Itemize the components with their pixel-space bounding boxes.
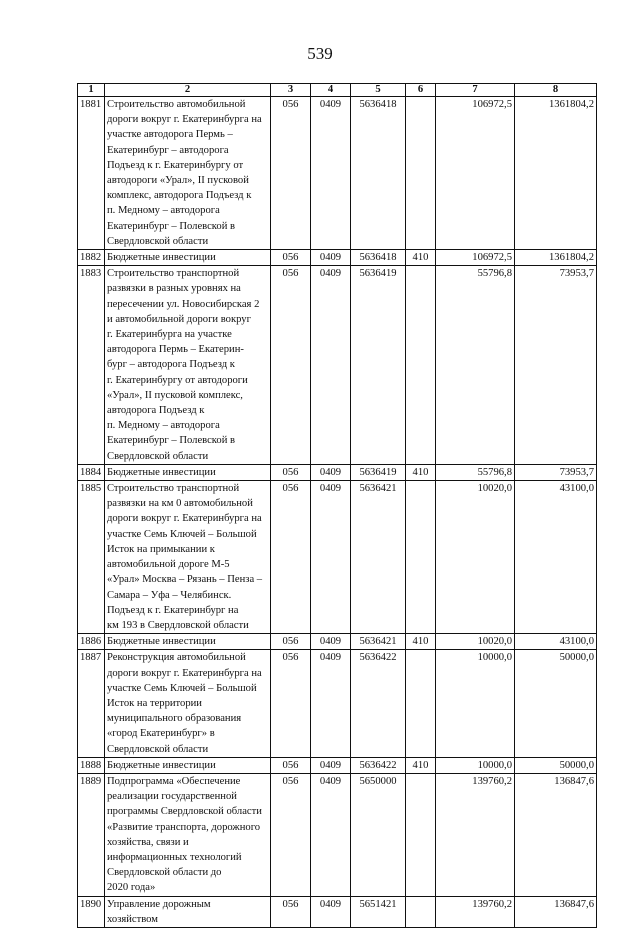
- admin-code: 056: [271, 250, 311, 266]
- column-header-6: 6: [406, 84, 436, 97]
- expense-type-code: [406, 896, 436, 927]
- row-name: [105, 650, 271, 757]
- row-name-line: хозяйством: [107, 913, 158, 925]
- row-name-line: «Развитие транспорта, дорожного: [107, 821, 261, 833]
- row-name-line: Бюджетные инвестиции: [107, 252, 216, 264]
- amount-year-1: 10000,0: [436, 757, 515, 773]
- section-code: 0409: [311, 481, 351, 634]
- row-name-line: участке Семь Ключей – Большой: [107, 682, 257, 694]
- row-name-line: автодорога Пермь – Екатерин-: [107, 344, 244, 356]
- amount-year-2: 136847,6: [515, 773, 597, 896]
- expense-type-code: [406, 266, 436, 465]
- target-code: 5650000: [351, 773, 406, 896]
- row-number: 1884: [78, 464, 105, 480]
- amount-year-1: 55796,8: [436, 464, 515, 480]
- row-name: [105, 757, 271, 773]
- row-name-line: пересечении ул. Новосибирская 2: [107, 298, 260, 310]
- target-code: 5636421: [351, 481, 406, 634]
- column-header-2: 2: [105, 84, 271, 97]
- target-code: 5651421: [351, 896, 406, 927]
- row-name-line: Бюджетные инвестиции: [107, 466, 216, 478]
- row-number: 1888: [78, 757, 105, 773]
- target-code: 5636422: [351, 757, 406, 773]
- table-row: [78, 634, 597, 650]
- row-name-line: Свердловской области: [107, 450, 209, 462]
- row-name-line: Свердловской области: [107, 743, 209, 755]
- admin-code: 056: [271, 634, 311, 650]
- admin-code: 056: [271, 757, 311, 773]
- section-code: 0409: [311, 773, 351, 896]
- amount-year-2: 1361804,2: [515, 250, 597, 266]
- section-code: 0409: [311, 634, 351, 650]
- row-number: 1883: [78, 266, 105, 465]
- row-name-line: Свердловской области до: [107, 867, 222, 879]
- row-name-line: Исток на территории: [107, 697, 202, 709]
- amount-year-1: 106972,5: [436, 250, 515, 266]
- row-name: [105, 97, 271, 250]
- amount-year-2: 136847,6: [515, 896, 597, 927]
- row-name-line: Екатеринбург – Полевской в: [107, 220, 236, 232]
- expense-type-code: 410: [406, 464, 436, 480]
- row-name-line: реализации государственной: [107, 791, 237, 803]
- row-name-line: Самара – Уфа – Челябинск.: [107, 589, 232, 601]
- row-name-line: дороги вокруг г. Екатеринбурга на: [107, 114, 262, 126]
- amount-year-1: 139760,2: [436, 773, 515, 896]
- row-name-line: км 193 в Свердловской области: [107, 619, 249, 631]
- table-row: [78, 481, 597, 634]
- row-number: 1890: [78, 896, 105, 927]
- row-name-line: «Урал», II пусковой комплекс,: [107, 389, 243, 401]
- section-code: 0409: [311, 266, 351, 465]
- amount-year-2: 1361804,2: [515, 97, 597, 250]
- target-code: 5636418: [351, 97, 406, 250]
- column-header-5: 5: [351, 84, 406, 97]
- row-name-line: Строительство транспортной: [107, 483, 240, 495]
- amount-year-1: 55796,8: [436, 266, 515, 465]
- section-code: 0409: [311, 464, 351, 480]
- row-name-line: развязки в разных уровнях на: [107, 283, 241, 295]
- row-name-line: информационных технологий: [107, 851, 242, 863]
- amount-year-2: 50000,0: [515, 757, 597, 773]
- amount-year-2: 50000,0: [515, 650, 597, 757]
- amount-year-1: 10020,0: [436, 634, 515, 650]
- section-code: 0409: [311, 250, 351, 266]
- row-name-line: дороги вокруг г. Екатеринбурга на: [107, 513, 262, 525]
- amount-year-1: 10020,0: [436, 481, 515, 634]
- row-name-line: «Урал» Москва – Рязань – Пенза –: [107, 574, 263, 586]
- section-code: 0409: [311, 97, 351, 250]
- table-body: [78, 97, 597, 928]
- row-name: [105, 773, 271, 896]
- row-name-line: автодорога Подъезд к: [107, 405, 205, 417]
- table-row: [78, 650, 597, 757]
- admin-code: 056: [271, 773, 311, 896]
- row-name-line: Бюджетные инвестиции: [107, 759, 216, 771]
- column-header-4: 4: [311, 84, 351, 97]
- header-row: [78, 84, 597, 97]
- admin-code: 056: [271, 481, 311, 634]
- expense-type-code: 410: [406, 757, 436, 773]
- column-header-7: 7: [436, 84, 515, 97]
- column-header-1: 1: [78, 84, 105, 97]
- row-name-line: «город Екатеринбург» в: [107, 728, 215, 740]
- row-name-line: программы Свердловской области: [107, 806, 262, 818]
- row-name: [105, 266, 271, 465]
- amount-year-2: 43100,0: [515, 634, 597, 650]
- table-row: [78, 250, 597, 266]
- row-number: 1889: [78, 773, 105, 896]
- row-name-line: Управление дорожным: [107, 898, 211, 910]
- table-row: [78, 464, 597, 480]
- row-name: [105, 250, 271, 266]
- row-name-line: участке автодорога Пермь –: [107, 129, 233, 141]
- table-row: [78, 97, 597, 250]
- expense-type-code: [406, 650, 436, 757]
- admin-code: 056: [271, 464, 311, 480]
- row-name-line: муниципального образования: [107, 713, 242, 725]
- section-code: 0409: [311, 650, 351, 757]
- table-row: [78, 757, 597, 773]
- row-name-line: Екатеринбург – автодорога: [107, 144, 229, 156]
- row-name-line: и автомобильной дороги вокруг: [107, 313, 251, 325]
- row-name: [105, 481, 271, 634]
- amount-year-2: 73953,7: [515, 266, 597, 465]
- amount-year-1: 139760,2: [436, 896, 515, 927]
- row-name-line: п. Медному – автодорога: [107, 420, 220, 432]
- row-number: 1886: [78, 634, 105, 650]
- row-name-line: Екатеринбург – Полевской в: [107, 435, 236, 447]
- row-number: 1887: [78, 650, 105, 757]
- row-name: [105, 896, 271, 927]
- section-code: 0409: [311, 896, 351, 927]
- row-name-line: дороги вокруг г. Екатеринбурга на: [107, 667, 262, 679]
- column-header-3: 3: [271, 84, 311, 97]
- row-name-line: 2020 года»: [107, 882, 156, 894]
- section-code: 0409: [311, 757, 351, 773]
- row-name-line: п. Медному – автодорога: [107, 205, 220, 217]
- row-name-line: комплекс, автодорога Подъезд к: [107, 190, 252, 202]
- budget-table: [77, 83, 597, 928]
- row-name-line: Строительство автомобильной: [107, 99, 246, 110]
- row-name-line: автомобильной дороге М-5: [107, 559, 230, 571]
- target-code: 5636421: [351, 634, 406, 650]
- expense-type-code: 410: [406, 250, 436, 266]
- row-name-line: Строительство транспортной: [107, 268, 240, 280]
- admin-code: 056: [271, 97, 311, 250]
- row-number: 1882: [78, 250, 105, 266]
- row-name-line: Подъезд к г. Екатеринбург на: [107, 604, 239, 616]
- target-code: 5636418: [351, 250, 406, 266]
- table-row: [78, 896, 597, 927]
- row-name-line: участке Семь Ключей – Большой: [107, 528, 257, 540]
- expense-type-code: [406, 773, 436, 896]
- expense-type-code: [406, 481, 436, 634]
- row-name-line: Исток на примыкании к: [107, 543, 215, 555]
- table-row: [78, 266, 597, 465]
- page-number: 539: [307, 44, 333, 63]
- row-number: 1885: [78, 481, 105, 634]
- amount-year-1: 106972,5: [436, 97, 515, 250]
- admin-code: 056: [271, 266, 311, 465]
- amount-year-2: 43100,0: [515, 481, 597, 634]
- target-code: 5636422: [351, 650, 406, 757]
- row-name-line: Свердловской области: [107, 235, 209, 247]
- expense-type-code: 410: [406, 634, 436, 650]
- target-code: 5636419: [351, 464, 406, 480]
- amount-year-1: 10000,0: [436, 650, 515, 757]
- expense-type-code: [406, 97, 436, 250]
- row-name-line: хозяйства, связи и: [107, 836, 189, 848]
- admin-code: 056: [271, 896, 311, 927]
- column-header-8: 8: [515, 84, 597, 97]
- target-code: 5636419: [351, 266, 406, 465]
- row-name-line: Подъезд к г. Екатеринбургу от: [107, 159, 244, 171]
- row-name-line: автодороги «Урал», II пусковой: [107, 175, 249, 187]
- admin-code: 056: [271, 650, 311, 757]
- row-name-line: бург – автодорога Подъезд к: [107, 359, 235, 371]
- row-name-line: развязки на км 0 автомобильной: [107, 498, 253, 510]
- row-name-line: г. Екатеринбургу от автодороги: [107, 374, 248, 386]
- amount-year-2: 73953,7: [515, 464, 597, 480]
- row-name: [105, 464, 271, 480]
- row-number: 1881: [78, 97, 105, 250]
- row-name-line: Бюджетные инвестиции: [107, 636, 216, 648]
- row-name-line: Реконструкция автомобильной: [107, 652, 246, 664]
- row-name-line: г. Екатеринбурга на участке: [107, 329, 232, 341]
- table-row: [78, 773, 597, 896]
- row-name: [105, 634, 271, 650]
- row-name-line: Подпрограмма «Обеспечение: [107, 775, 241, 787]
